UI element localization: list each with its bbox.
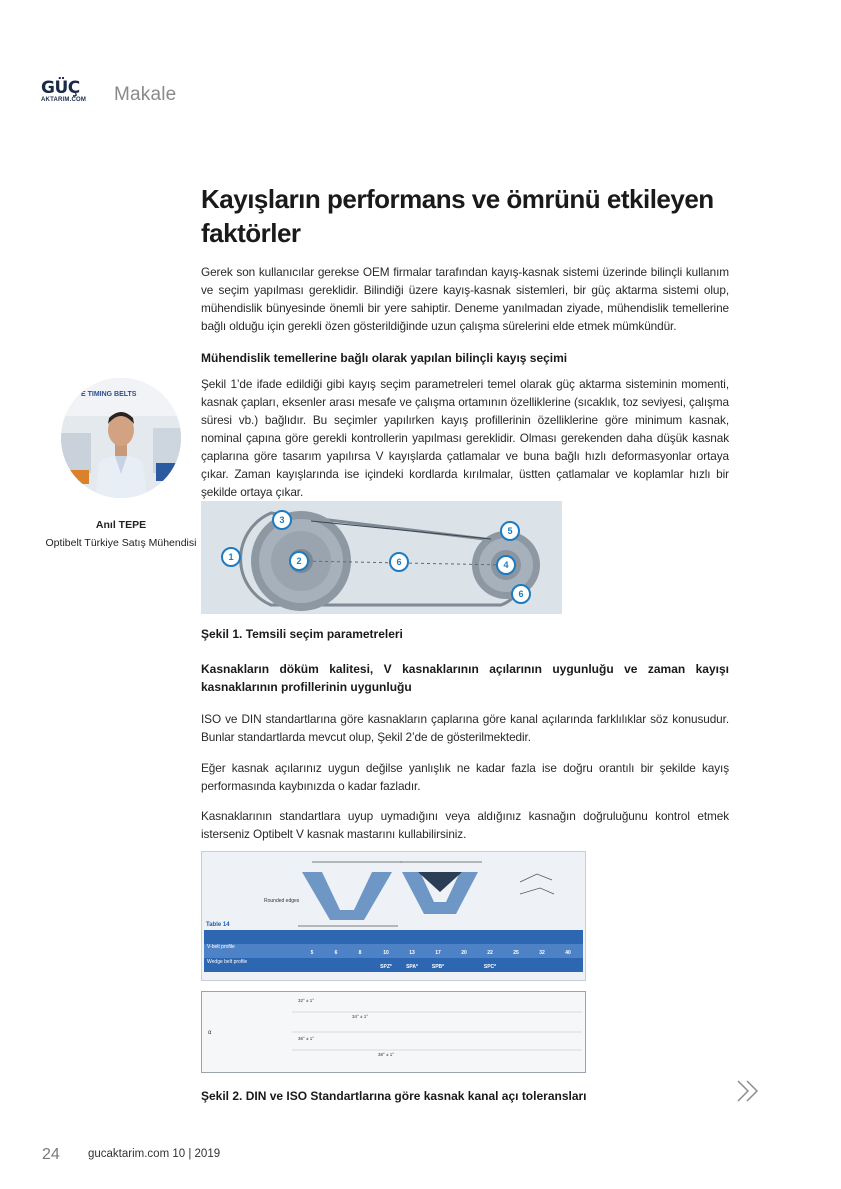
profile-8: 8 [358, 950, 362, 956]
figure-2-angle-table [201, 991, 586, 1073]
article-title: Kayışların performans ve ömrünü etkileyen faktörler [201, 184, 714, 248]
double-chevron-right-icon[interactable] [735, 1077, 761, 1105]
logo-sub-text: AKTARIM.COM [41, 97, 87, 103]
angle-32: 32° ± 1° [298, 998, 315, 1003]
marker-6-bottom [512, 585, 530, 603]
svg-text:2: 2 [296, 556, 302, 566]
profile-spa: SPA* [406, 964, 418, 970]
section-label: Makale [114, 84, 177, 105]
standards-paragraph: ISO ve DIN standartlarına göre kasnakların çaplarına göre kanal açılarında farklılıklar söz konusudur. Bunlar standartlarda mevcut olup, Şekil 2’de de gösterilmektedir. [201, 712, 729, 744]
svg-text:3: 3 [279, 515, 285, 525]
angle-36: 36° ± 1° [298, 1036, 315, 1041]
marker-5 [501, 522, 519, 540]
alpha-label: α [208, 1030, 212, 1036]
figure-2-profile-table [201, 851, 586, 981]
subheading-pulley-quality: Kasnakların döküm kalitesi, V kasnaklarının açılarının uygunluğu ve zaman kayışı kasnaklarının profillerinin uygunluğu [201, 662, 729, 694]
selection-paragraph: Şekil 1’de ifade edildiği gibi kayış seçim parametreleri temel olarak güç aktarma sisteminin momenti, kasnak çapları, eksenler arası mesafe ve çalışma ortamının özelliklerine (sıcaklık, toz seviyesi, çalışma süresi vb.) bağlıdır. Bu seçimler yapılırken kayış profillerinin özelliklerine göre minimum kasnak, nominal çapına göre gerekli kontrollerin yapılması gereklidir. Olması gerekenden daha düşük kasnak çaplarına göre tasarım yapılırsa V kayışlarda çatlamalar ve buna bağlı hızlı deformasyonlar ortaya çıkar. Zaman kayışlarında ise içindeki kordlarda kırılmalar, üstten çatlamalar ve koplamlar hızlı bir şekilde ortaya çıkar. [201, 377, 729, 499]
profile-5: 5 [310, 950, 314, 956]
intro-paragraph: Gerek son kullanıcılar gerekse OEM firmalar tarafından kayış-kasnak sistemi üzerinde bilinçli kullanım ve seçim yapılması gereklidir. Bilindiği üzere kayış-kasnak sistemleri, bir güç aktarma sistemi olup, mühendislik bünyesinde önemli bir yere sahiptir. Deneme yanılmadan ziyade, mühendislik temellerine bağlı olduğu için gerekli özen gösterildiğinde uzun çalışma sürelerini elde etmek mümkündür. [201, 265, 729, 333]
svg-text:4: 4 [503, 560, 509, 570]
profile-22: 22 [487, 950, 493, 956]
angle-paragraph: Eğer kasnak açılarınız uygun değilse yanlışlık ne kadar fazla ise doğru orantılı bir şekilde kayış performasında kaybınızda o kadar fazladır. [201, 761, 729, 793]
profile-20: 20 [461, 950, 467, 956]
rounded-edges-label: Rounded edges [264, 898, 300, 904]
gauge-paragraph: Kasnaklarının standartlara uyup uymadığını veya aldığınız kasnağın doğruluğunu kontrol etmek isterseniz Optibelt V kasnak mastarını kullabilirsiniz. [201, 809, 729, 841]
author-photo [61, 378, 181, 498]
angle-38: 38° ± 1° [378, 1052, 395, 1057]
profile-6: 6 [334, 950, 338, 956]
logo-main-text: GÜÇ [41, 78, 80, 98]
svg-text:5: 5 [507, 526, 513, 536]
marker-6-center [390, 553, 408, 571]
table-label: Table 14 [206, 922, 230, 928]
marker-1 [222, 548, 240, 566]
marker-4 [497, 556, 515, 574]
author-role: Optibelt Türkiye Satış Mühendisi [45, 537, 197, 549]
profile-13: 13 [409, 950, 415, 956]
marker-3 [273, 511, 291, 529]
angle-34: 34° ± 1° [352, 1014, 369, 1019]
photo-banner-text: E TIMING BELTS [81, 391, 137, 398]
footer-text: gucaktarim.com 10 | 2019 [88, 1148, 221, 1160]
profile-25: 25 [513, 950, 519, 956]
author-name: Anıl TEPE [95, 519, 147, 531]
figure-2-caption: Şekil 2. DIN ve ISO Standartlarına göre kasnak kanal açı toleransları [201, 1089, 587, 1103]
marker-2 [290, 552, 308, 570]
subheading-conscious-selection: Mühendislik temellerine bağlı olarak yapılan bilinçli kayış seçimi [201, 351, 568, 365]
profile-spb: SPB* [431, 964, 445, 970]
figure-1-caption: Şekil 1. Temsili seçim parametreleri [201, 627, 403, 641]
profile-17: 17 [435, 950, 441, 956]
profile-40: 40 [565, 950, 571, 956]
svg-text:1: 1 [228, 552, 234, 562]
page-number: 24 [42, 1146, 60, 1163]
svg-text:6: 6 [518, 589, 524, 599]
profile-spc: SPC* [483, 964, 497, 970]
figure-1-belt-diagram [201, 501, 562, 614]
row2-label: Wedge belt profile [207, 959, 248, 965]
row1-label: V-belt profile [207, 944, 235, 950]
magazine-logo [41, 80, 99, 106]
svg-text:6: 6 [396, 557, 402, 567]
profile-10: 10 [383, 950, 389, 956]
profile-spz: SPZ* [380, 964, 392, 970]
profile-32: 32 [539, 950, 545, 956]
